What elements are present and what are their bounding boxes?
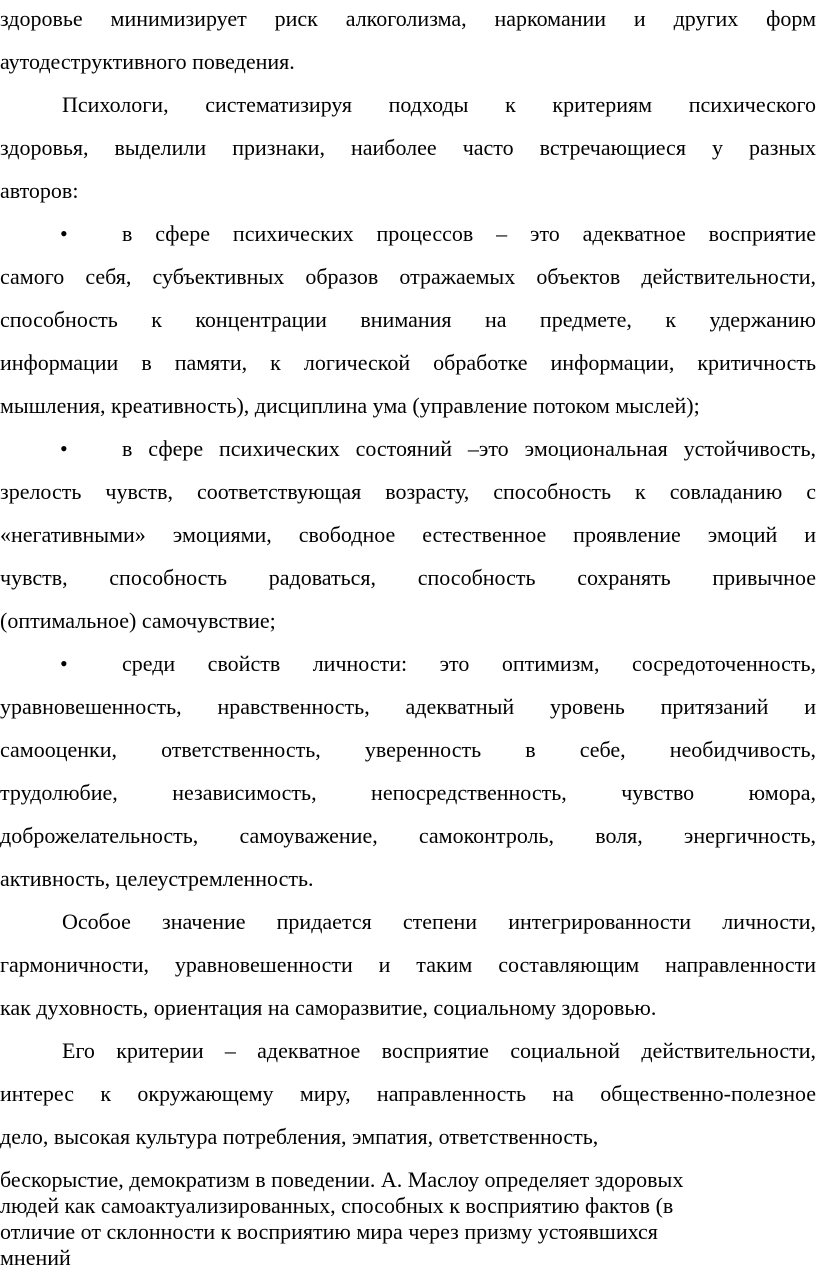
text-line: Его критерии – адекватное восприятие социальной действительности, [62,1038,816,1063]
text-line: бескорыстие, демократизм в поведении. А. Маслоу определяет здоровых [0,1167,684,1192]
text-line: самого себя, субъективных образов отражаемых объектов действительности, [0,264,816,289]
text-line: людей как самоактуализированных, способных к восприятию фактов (в [0,1193,674,1218]
text-line: мышления, креативность), дисциплина ума (управление потоком мыслей); [0,393,700,418]
text-line: способность к концентрации внимания на предмете, к удержанию [0,307,816,332]
text-line: в сфере психических процессов – это адекватное восприятие [122,221,816,246]
text-line: интерес к окружающему миру, направленность на общественно-полезное [0,1081,816,1106]
text-line: здоровье минимизирует риск алкоголизма, наркомании и других форм [0,6,816,31]
text-line: активность, целеустремленность. [0,866,314,891]
text-line: аутодеструктивного поведения. [0,49,295,74]
text-line: чувств, способность радоваться, способность сохранять привычное [0,565,816,590]
text-line: мнений [0,1245,71,1270]
text-line: (оптимальное) самочувствие; [0,608,276,633]
text-line: уравновешенность, нравственность, адекватный уровень притязаний и [0,694,816,719]
text-line: как духовность, ориентация на саморазвитие, социальному здоровью. [0,995,657,1020]
text-line: доброжелательность, самоуважение, самоконтроль, воля, энергичность, [0,823,816,848]
text-line: среди свойств личности: это оптимизм, сосредоточенность, [122,651,816,676]
text-line: дело, высокая культура потребления, эмпатия, ответственность, [0,1124,599,1149]
text-line: зрелость чувств, соответствующая возрасту, способность к совладанию с [0,479,816,504]
text-line: Особое значение придается степени интегрированности личности, [62,909,816,934]
text-line: «негативными» эмоциями, свободное естественное проявление эмоций и [0,522,816,547]
bullet-icon: • [60,651,68,676]
text-line: информации в памяти, к логической обработке информации, критичность [0,350,816,375]
bullet-icon: • [60,436,68,461]
text-line: гармоничности, уравновешенности и таким составляющим направленности [0,952,816,977]
bullet-icon: • [60,221,68,246]
text-line: отличие от склонности к восприятию мира через призму устоявшихся [0,1219,658,1244]
text-line: самооценки, ответственность, уверенность в себе, необидчивость, [0,737,816,762]
text-line: Психологи, систематизируя подходы к критериям психического [62,92,816,117]
text-line: авторов: [0,178,79,203]
text-line: здоровья, выделили признаки, наиболее часто встречающиеся у разных [0,135,816,160]
text-line: трудолюбие, независимость, непосредственность, чувство юмора, [0,780,816,805]
text-line: в сфере психических состояний –это эмоциональная устойчивость, [122,436,816,461]
